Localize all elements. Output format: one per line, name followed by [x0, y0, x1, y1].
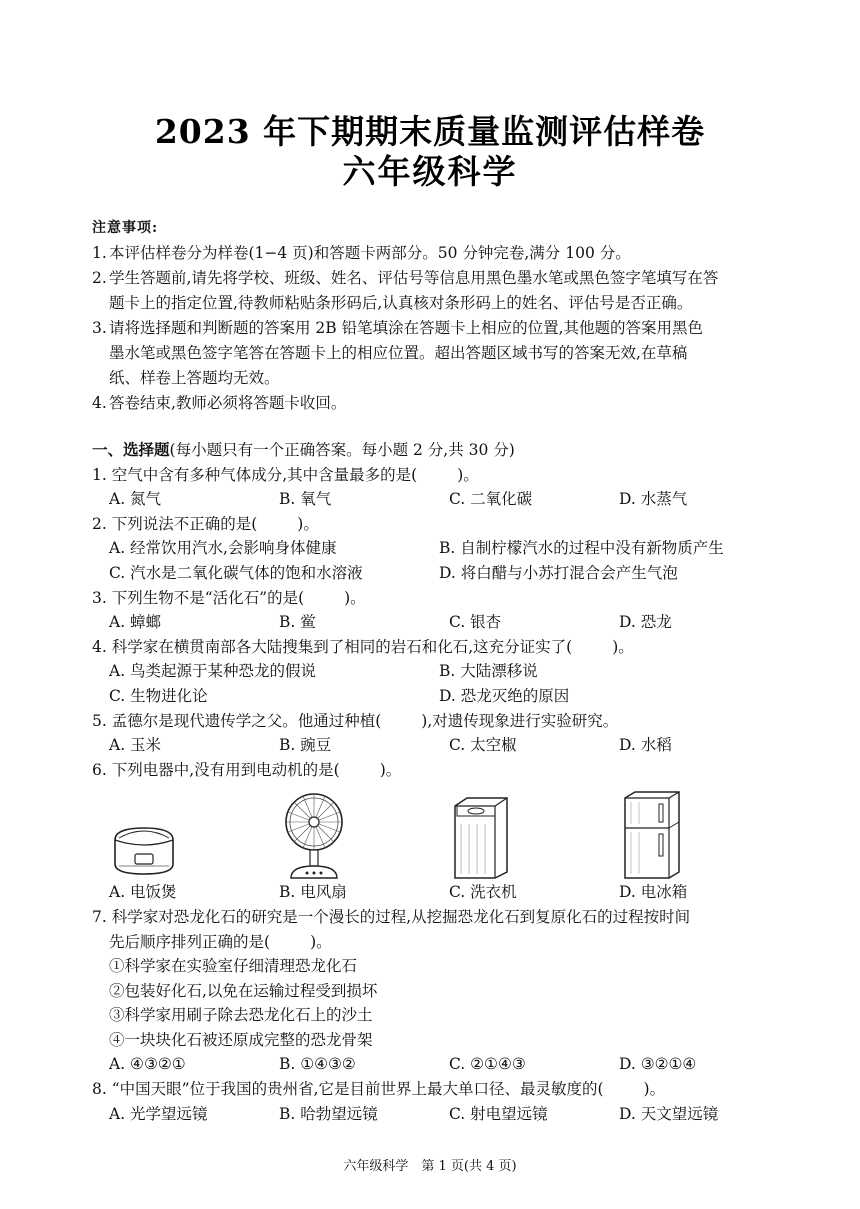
- notice-heading: 注意事项:: [92, 220, 159, 236]
- step-item: ④一块块化石被还原成完整的恐龙骨架: [109, 1030, 373, 1049]
- question-2: 2. 下列说法不正确的是( )。 A. 经常饮用汽水,会影响身体健康 B. 自制柠檬汽水的过程中没有新物质产生 C. 汽水是二氧化碳气体的饱和水溶液 D. 将白醋与小苏打混合会产生气泡: [92, 512, 792, 586]
- option-c: C. 生物进化论: [109, 686, 208, 705]
- step-item: ①科学家在实验室仔细清理恐龙化石: [109, 957, 358, 976]
- option-d: D. 水稻: [619, 736, 672, 755]
- notice-item: 3. 请将选择题和判断题的答案用 2B 铅笔填涂在答题卡上相应的位置,其他题的答案用黑色 墨水笔或黑色签字笔答在答题卡上的相应位置。超出答题区域书写的答案无效,在草稿 纸、样卷上答题均无效。: [92, 319, 704, 387]
- option-b: B. 大陆漂移说: [439, 662, 538, 681]
- option-b: B. 豌豆: [279, 736, 332, 755]
- notice-item: 1. 本评估样卷分为样卷(1−4 页)和答题卡两部分。50 分钟完卷,满分 100 分。: [92, 244, 631, 262]
- option-b: B. 哈勃望远镜: [279, 1104, 378, 1123]
- refrigerator-icon: [619, 788, 683, 880]
- option-a: A. 氮气: [109, 490, 162, 509]
- question-8: 8. “中国天眼”位于我国的贵州省,它是目前世界上最大单口径、最灵敏度的( )。 A. 光学望远镜 B. 哈勃望远镜 C. 射电望远镜 D. 天文望远镜: [92, 1077, 792, 1126]
- step-item: ②包装好化石,以免在运输过程受到损坏: [109, 981, 378, 1000]
- option-d: D. 恐龙灭绝的原因: [439, 686, 570, 705]
- option-a: A. ④③②①: [109, 1055, 186, 1074]
- option-a: A. 鸟类起源于某种恐龙的假说: [109, 662, 317, 681]
- option-c: C. 汽水是二氧化碳气体的饱和水溶液: [109, 563, 363, 582]
- option-d: D. 电冰箱: [619, 883, 688, 902]
- section-heading: 一、选择题(每小题只有一个正确答案。每小题 2 分,共 30 分): [92, 440, 515, 459]
- option-c: C. 太空椒: [449, 736, 517, 755]
- question-3: 3. 下列生物不是“活化石”的是( )。 A. 蟑螂 B. 鲎 C. 银杏 D. 恐龙: [92, 586, 792, 635]
- option-b: B. 自制柠檬汽水的过程中没有新物质产生: [439, 539, 724, 558]
- exam-subtitle: 六年级科学: [342, 152, 518, 191]
- notice-item: 4. 答卷结束,教师必须将答题卡收回。: [92, 394, 347, 412]
- exam-title: 2023 年下期期末质量监测评估样卷: [154, 112, 706, 151]
- option-b: B. 氧气: [279, 490, 332, 509]
- option-c: C. 洗衣机: [449, 883, 517, 902]
- question-7: 7. 科学家对恐龙化石的研究是一个漫长的过程,从挖掘恐龙化石到复原化石的过程按时间 先后顺序排列正确的是( )。 ①科学家在实验室仔细清理恐龙化石 ②包装好化石,以免在运输过程受到损坏 ③科学家用刷子除去恐龙化石上的沙土 ④一块块化石被还原成完整的恐龙骨架 A. ④③②① B. ①④③② C. ②①④③ D. ③②①④: [92, 905, 792, 1077]
- option-a: A. 蟑螂: [109, 613, 162, 632]
- option-d: D. ③②①④: [619, 1055, 697, 1074]
- question-6: 6. 下列电器中,没有用到电动机的是( )。 A. 电饭煲 B. 电风扇 C. 洗衣机 D. 电冰箱: [92, 758, 792, 905]
- option-a: A. 光学望远镜: [109, 1104, 208, 1123]
- option-d: D. 恐龙: [619, 613, 672, 632]
- option-b: B. 电风扇: [279, 883, 347, 902]
- notice-block: [92, 216, 792, 416]
- option-a: A. 经常饮用汽水,会影响身体健康: [109, 539, 337, 558]
- option-c: C. 射电望远镜: [449, 1104, 548, 1123]
- option-d: D. 天文望远镜: [619, 1104, 719, 1123]
- step-item: ③科学家用刷子除去恐龙化石上的沙土: [109, 1006, 373, 1025]
- option-a: A. 电饭煲: [109, 883, 177, 902]
- option-b: B. 鲎: [279, 613, 316, 632]
- page-footer: 六年级科学 第 1 页(共 4 页): [343, 1159, 517, 1174]
- question-1: 1. 空气中含有多种气体成分,其中含量最多的是( )。 A. 氮气 B. 氧气 C. 二氧化碳 D. 水蒸气: [92, 463, 792, 512]
- question-5: 5. 孟德尔是现代遗传学之父。他通过种植( ),对遗传现象进行实验研究。 A. 玉米 B. 豌豆 C. 太空椒 D. 水稻: [92, 709, 792, 758]
- option-a: A. 玉米: [109, 736, 162, 755]
- option-c: C. 二氧化碳: [449, 490, 533, 509]
- question-4: 4. 科学家在横贯南部各大陆搜集到了相同的岩石和化石,这充分证实了( )。 A. 鸟类起源于某种恐龙的假说 B. 大陆漂移说 C. 生物进化论 D. 恐龙灭绝的原因: [92, 635, 792, 709]
- option-b: B. ①④③②: [279, 1055, 356, 1074]
- washing-machine-icon: [449, 794, 513, 880]
- electric-fan-icon: [279, 790, 349, 880]
- section-choice: [92, 438, 792, 1126]
- option-d: D. 水蒸气: [619, 490, 688, 509]
- option-c: C. 银杏: [449, 613, 502, 632]
- notice-item: 2. 学生答题前,请先将学校、班级、姓名、评估号等信息用黑色墨水笔或黑色签字笔填写在答 题卡上的指定位置,待教师粘贴条形码后,认真核对条形码上的姓名、评估号是否正确。: [92, 269, 719, 312]
- rice-cooker-icon: [109, 820, 179, 880]
- option-d: D. 将白醋与小苏打混合会产生气泡: [439, 563, 678, 582]
- option-c: C. ②①④③: [449, 1055, 526, 1074]
- appliance-images: [92, 788, 792, 880]
